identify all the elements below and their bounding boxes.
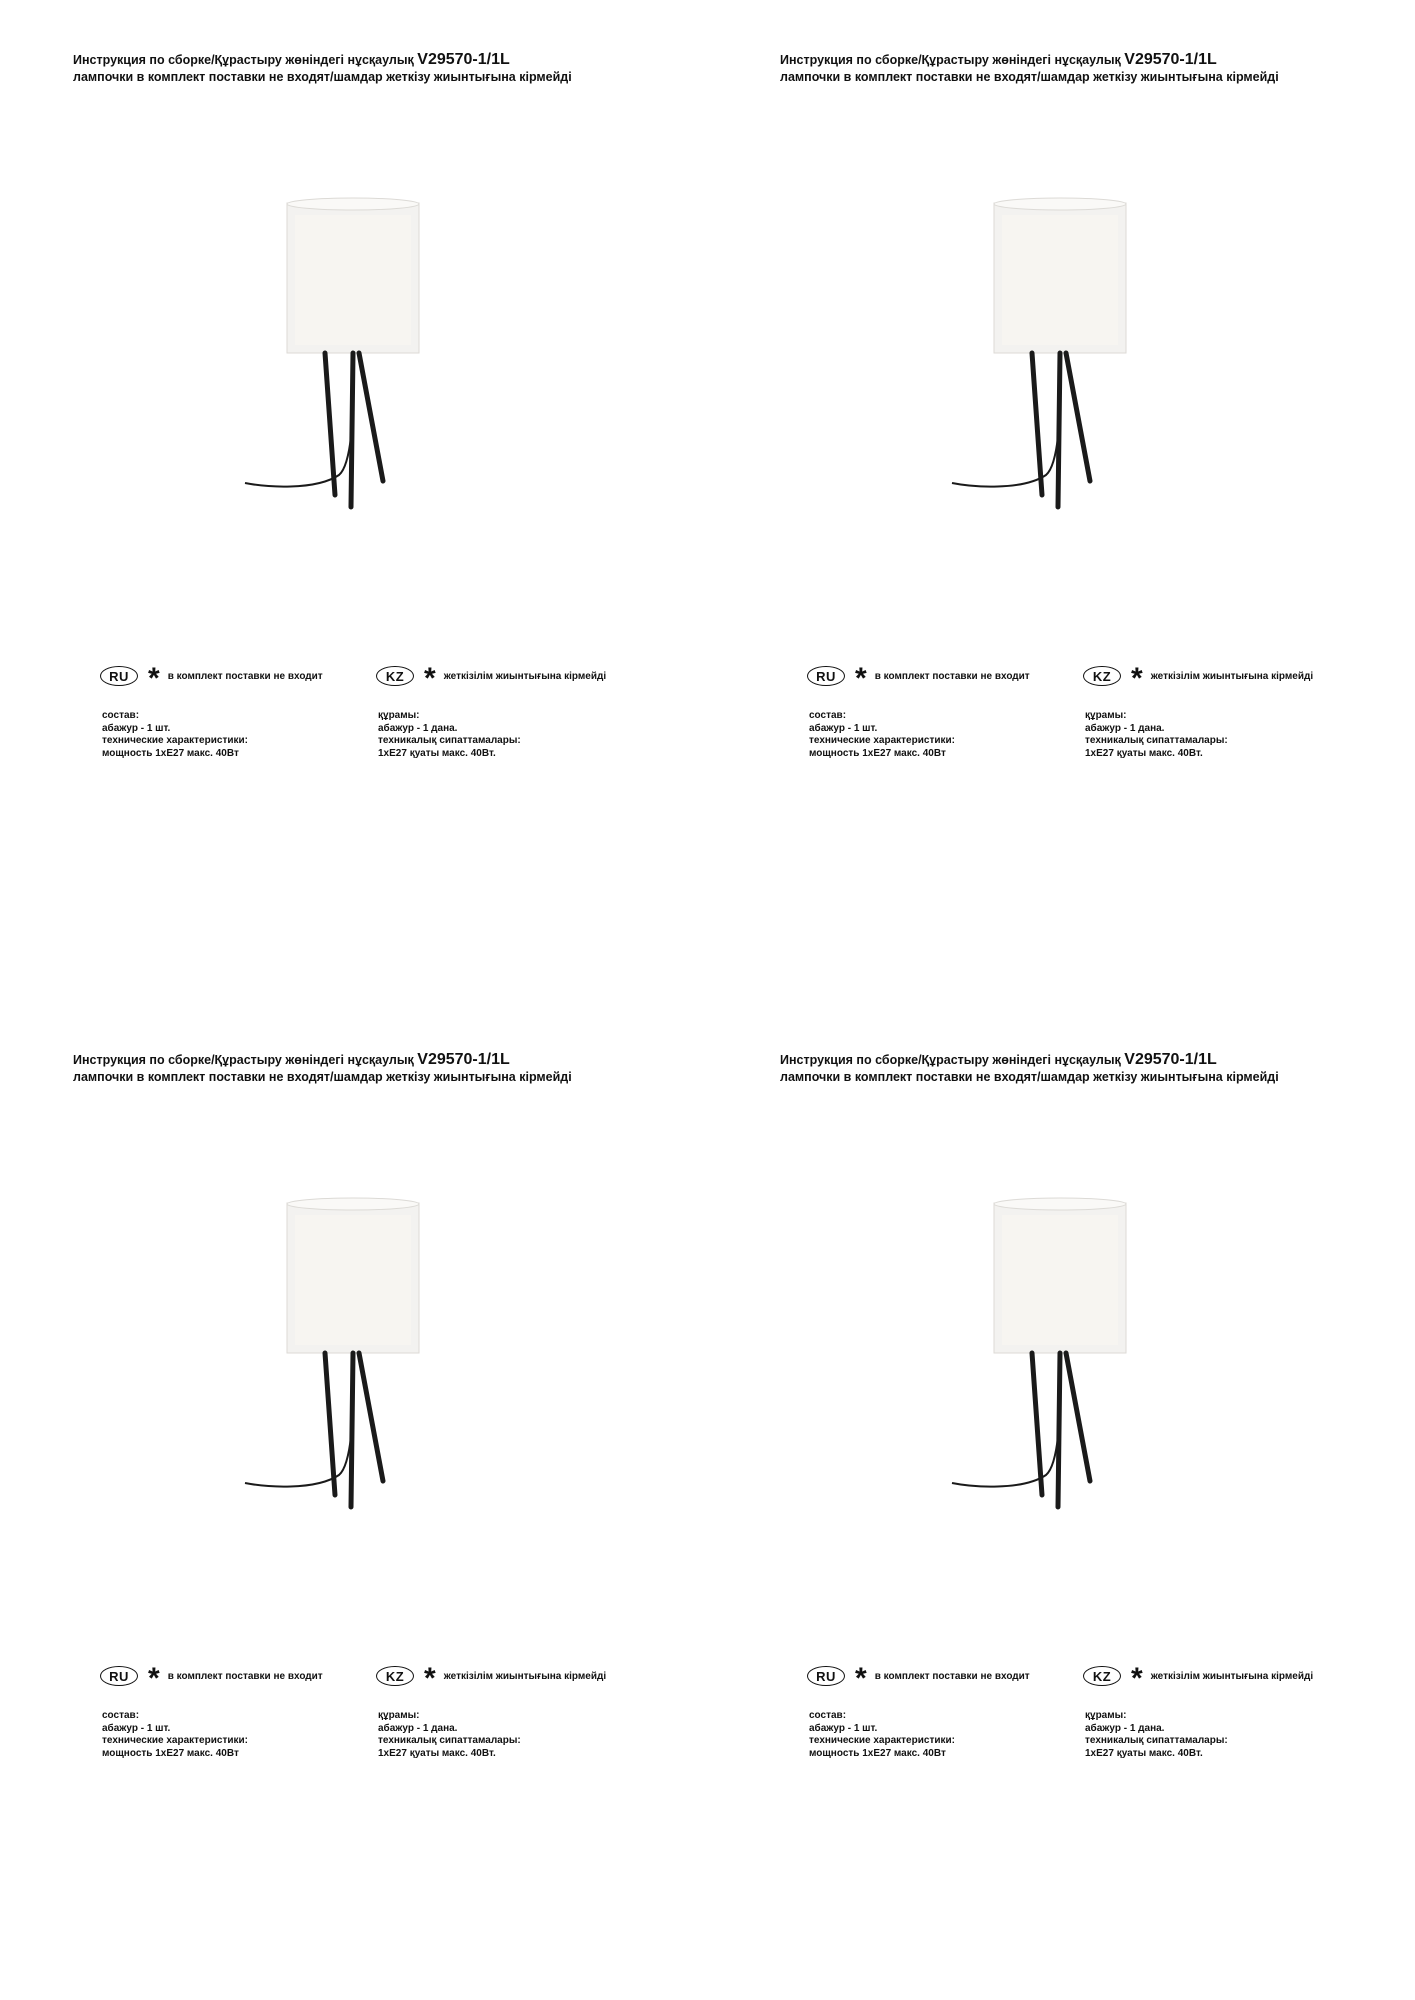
asterisk-icon: *	[424, 662, 436, 695]
kz-note: жеткізілім жиынтығына кірмейді	[443, 670, 607, 682]
instruction-panel-top-right	[707, 0, 1414, 1000]
instruction-panel-bottom-left	[0, 1000, 707, 2000]
asterisk-icon: *	[1131, 662, 1143, 695]
spec-line: 1хE27 қуаты макс. 40Вт.	[1085, 1747, 1203, 1759]
spec-line: абажур - 1 шт.	[102, 1722, 171, 1734]
spec-line: состав:	[809, 1710, 847, 1721]
page-title	[73, 52, 693, 68]
asterisk-icon: *	[855, 1662, 867, 1695]
spec-line: құрамы:	[378, 1710, 420, 1721]
ru-specs	[809, 710, 955, 760]
badge-row	[100, 663, 660, 693]
spec-line: мощность 1хE27 макс. 40Вт	[809, 1747, 946, 1759]
asterisk-icon: *	[1131, 1662, 1143, 1695]
asterisk-icon: *	[855, 662, 867, 695]
spec-line: абажур - 1 дана.	[1085, 1722, 1165, 1734]
tripod-table-lamp-icon	[942, 1195, 1132, 1515]
spec-line: абажур - 1 дана.	[1085, 722, 1165, 734]
spec-line: состав:	[102, 1710, 140, 1721]
page-title	[73, 1052, 693, 1068]
instruction-panel-bottom-right	[707, 1000, 1414, 2000]
ru-badge: RU	[807, 666, 845, 686]
kz-specs	[1085, 1710, 1228, 1760]
spec-line: мощность 1хE27 макс. 40Вт	[102, 1747, 239, 1759]
kz-notice	[376, 1662, 607, 1695]
title-text: Инструкция по сборке/Құрастыру жөніндегі нұсқаулық	[780, 1053, 1125, 1067]
kz-note: жеткізілім жиынтығына кірмейді	[1150, 1670, 1314, 1682]
badge-row	[807, 1663, 1367, 1693]
ru-specs	[809, 1710, 955, 1760]
spec-line: мощность 1хE27 макс. 40Вт	[809, 747, 946, 759]
ru-notice	[100, 662, 323, 695]
ru-note: в комплект поставки не входит	[874, 1670, 1030, 1682]
spec-line: абажур - 1 шт.	[809, 1722, 878, 1734]
kz-notice	[376, 662, 607, 695]
page-subtitle: лампочки в комплект поставки не входят/шамдар жеткізу жиынтығына кірмейді	[73, 1070, 572, 1084]
tripod-table-lamp-icon	[235, 195, 425, 515]
panel-header	[780, 52, 1400, 85]
asterisk-icon: *	[148, 1662, 160, 1695]
badge-row	[807, 663, 1367, 693]
ru-notice	[807, 662, 1030, 695]
kz-specs	[1085, 710, 1228, 760]
ru-notice	[100, 1662, 323, 1695]
model-number: V29570-1/1L	[417, 1051, 510, 1068]
page-subtitle: лампочки в комплект поставки не входят/шамдар жеткізу жиынтығына кірмейді	[73, 70, 572, 84]
spec-line: 1хE27 қуаты макс. 40Вт.	[1085, 747, 1203, 759]
spec-line: мощность 1хE27 макс. 40Вт	[102, 747, 239, 759]
spec-line: техникалық сипаттамалары:	[1085, 735, 1228, 746]
kz-badge: KZ	[1083, 666, 1121, 686]
ru-badge: RU	[807, 1666, 845, 1686]
page-subtitle: лампочки в комплект поставки не входят/шамдар жеткізу жиынтығына кірмейді	[780, 70, 1279, 84]
model-number: V29570-1/1L	[1124, 1051, 1217, 1068]
ru-badge: RU	[100, 1666, 138, 1686]
spec-line: 1хE27 қуаты макс. 40Вт.	[378, 1747, 496, 1759]
spec-line: состав:	[809, 710, 847, 721]
ru-note: в комплект поставки не входит	[874, 670, 1030, 682]
spec-line: технические характеристики:	[102, 1735, 248, 1746]
spec-line: техникалық сипаттамалары:	[378, 1735, 521, 1746]
spec-line: 1хE27 қуаты макс. 40Вт.	[378, 747, 496, 759]
kz-specs	[378, 710, 521, 760]
spec-line: состав:	[102, 710, 140, 721]
kz-note: жеткізілім жиынтығына кірмейді	[1150, 670, 1314, 682]
model-number: V29570-1/1L	[417, 51, 510, 68]
kz-note: жеткізілім жиынтығына кірмейді	[443, 1670, 607, 1682]
kz-badge: KZ	[376, 1666, 414, 1686]
panel-header	[73, 1052, 693, 1085]
badge-row	[100, 1663, 660, 1693]
page-title	[780, 52, 1400, 68]
ru-badge: RU	[100, 666, 138, 686]
title-text: Инструкция по сборке/Құрастыру жөніндегі нұсқаулық	[780, 53, 1125, 67]
ru-specs	[102, 710, 248, 760]
page-title	[780, 1052, 1400, 1068]
spec-line: құрамы:	[1085, 1710, 1127, 1721]
spec-line: құрамы:	[1085, 710, 1127, 721]
page-subtitle: лампочки в комплект поставки не входят/шамдар жеткізу жиынтығына кірмейді	[780, 1070, 1279, 1084]
spec-line: технические характеристики:	[102, 735, 248, 746]
kz-badge: KZ	[1083, 1666, 1121, 1686]
spec-line: абажур - 1 дана.	[378, 1722, 458, 1734]
ru-note: в комплект поставки не входит	[167, 1670, 323, 1682]
spec-line: абажур - 1 дана.	[378, 722, 458, 734]
kz-notice	[1083, 662, 1314, 695]
instruction-panel-top-left	[0, 0, 707, 1000]
asterisk-icon: *	[148, 662, 160, 695]
title-text: Инструкция по сборке/Құрастыру жөніндегі нұсқаулық	[73, 53, 418, 67]
ru-note: в комплект поставки не входит	[167, 670, 323, 682]
spec-line: технические характеристики:	[809, 1735, 955, 1746]
tripod-table-lamp-icon	[942, 195, 1132, 515]
panel-header	[780, 1052, 1400, 1085]
spec-line: абажур - 1 шт.	[809, 722, 878, 734]
spec-line: құрамы:	[378, 710, 420, 721]
tripod-table-lamp-icon	[235, 1195, 425, 1515]
spec-line: техникалық сипаттамалары:	[1085, 1735, 1228, 1746]
kz-specs	[378, 1710, 521, 1760]
model-number: V29570-1/1L	[1124, 51, 1217, 68]
title-text: Инструкция по сборке/Құрастыру жөніндегі нұсқаулық	[73, 1053, 418, 1067]
ru-notice	[807, 1662, 1030, 1695]
panel-header	[73, 52, 693, 85]
spec-line: технические характеристики:	[809, 735, 955, 746]
ru-specs	[102, 1710, 248, 1760]
asterisk-icon: *	[424, 1662, 436, 1695]
kz-notice	[1083, 1662, 1314, 1695]
spec-line: абажур - 1 шт.	[102, 722, 171, 734]
spec-line: техникалық сипаттамалары:	[378, 735, 521, 746]
kz-badge: KZ	[376, 666, 414, 686]
